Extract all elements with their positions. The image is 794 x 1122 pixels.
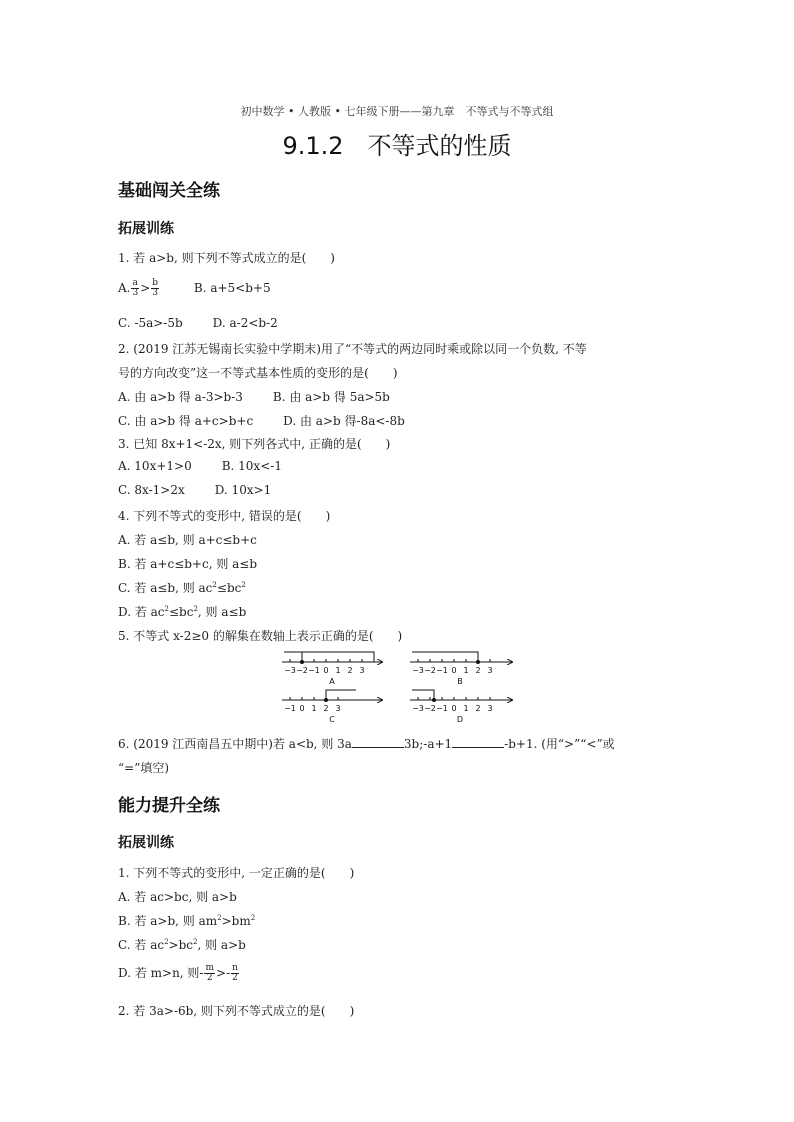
- section-heading-basic: 基础闯关全练: [118, 181, 220, 201]
- tick-label: 0: [323, 666, 329, 675]
- p1-option-c: C. 若 $ac^2>bc^2$, 则 a>b: [118, 938, 246, 952]
- tick-label: −2: [296, 666, 308, 675]
- q1-option-d: D. a-2<b-2: [212, 316, 278, 330]
- tick-label: −2: [424, 666, 436, 675]
- subsection-heading-extension-2: 拓展训练: [118, 835, 174, 851]
- fill-blank-1[interactable]: [352, 737, 404, 748]
- number-line-c: [282, 690, 382, 724]
- tick-label: −1: [284, 704, 296, 713]
- tick-label: −2: [424, 704, 436, 713]
- option-label-d: D: [456, 715, 464, 724]
- q4-stem: 4. 下列不等式的变形中, 错误的是( ): [118, 509, 331, 523]
- p1-option-a: A. 若 ac>bc, 则 a>b: [118, 890, 237, 904]
- tick-label: 3: [335, 704, 341, 713]
- number-line-b: [410, 652, 512, 686]
- q3-options-row1: [118, 459, 282, 473]
- q2-options-row1: [118, 388, 390, 405]
- tick-label: 1: [463, 666, 469, 675]
- q3-option-c: C. 8x-1>2x: [118, 483, 185, 497]
- q5-stem: 5. 不等式 x-2≥0 的解集在数轴上表示正确的是( ): [118, 629, 403, 643]
- tick-label: 2: [323, 704, 329, 713]
- q3-option-d: D. 10x>1: [214, 483, 272, 497]
- p1-option-b: B. 若 a>b, 则 $am^2>bm^2$: [118, 914, 256, 928]
- tick-label: 3: [359, 666, 365, 675]
- tick-label: 3: [487, 666, 493, 675]
- q3-option-b: B. 10x<-1: [221, 459, 282, 473]
- q3-stem: 3. 已知 8x+1<-2x, 则下列各式中, 正确的是( ): [118, 437, 391, 451]
- q3-option-a: A. 10x+1>0: [118, 459, 192, 473]
- tick-label: 1: [463, 704, 469, 713]
- q2-stem-line2: 号的方向改变”这一不等式基本性质的变形的是( ): [118, 366, 398, 380]
- q2-option-c: C. 由 a>b 得 a+c>b+c: [118, 414, 254, 428]
- q1-option-a: A. $\frac{a}{3}$ > $\frac{b}{3}$: [118, 278, 159, 298]
- p2-stem: 2. 若 3a>-6b, 则下列不等式成立的是( ): [118, 1004, 355, 1018]
- tick-label: −3: [412, 704, 424, 713]
- q1-stem: 1. 若 a>b, 则下列不等式成立的是( ): [118, 251, 335, 265]
- q1-option-c: C. -5a>-5b: [118, 316, 183, 330]
- option-label-c: C: [329, 715, 335, 724]
- fraction: $\frac{b}{3}$: [152, 278, 159, 298]
- tick-label: −3: [412, 666, 424, 675]
- q1-option-b: B. a+5<b+5: [193, 281, 271, 295]
- tick-label: 3: [487, 704, 493, 713]
- page-title: 9.1.2 不等式的性质: [282, 132, 512, 160]
- q1-options-row2: [118, 316, 278, 330]
- number-line-figure: [280, 646, 520, 730]
- q6-line2: “=”填空): [118, 761, 170, 775]
- q4-option-d: D. 若 $ac^2\le bc^2$, 则 a≤b: [118, 605, 247, 619]
- tick-label: 2: [475, 704, 481, 713]
- tick-label: −1: [436, 704, 448, 713]
- tick-label: 1: [311, 704, 317, 713]
- q4-option-a: A. 若 a≤b, 则 a+c≤b+c: [118, 533, 257, 547]
- tick-label: −1: [436, 666, 448, 675]
- tick-label: 1: [335, 666, 341, 675]
- section-heading-advanced: 能力提升全练: [118, 796, 220, 816]
- tick-label: 2: [347, 666, 353, 675]
- tick-label: 0: [451, 704, 457, 713]
- tick-label: 2: [475, 666, 481, 675]
- tick-label: 0: [299, 704, 305, 713]
- q4-option-b: B. 若 a+c≤b+c, 则 a≤b: [118, 557, 258, 571]
- subsection-heading-extension-1: 拓展训练: [118, 221, 174, 237]
- tick-label: 0: [451, 666, 457, 675]
- q2-option-d: D. 由 a>b 得-8a<-8b: [283, 414, 405, 428]
- fraction: $\frac{a}{3}$: [132, 278, 139, 298]
- tick-label: −3: [284, 666, 296, 675]
- tick-label: −1: [308, 666, 320, 675]
- q4-option-c: C. 若 a≤b, 则 $ac^2\le bc^2$: [118, 581, 246, 595]
- q2-option-a: A. 由 a>b 得 a-3>b-3: [118, 390, 243, 404]
- option-label-a: A: [329, 677, 335, 686]
- p1-stem: 1. 下列不等式的变形中, 一定正确的是( ): [118, 866, 355, 880]
- q3-options-row2: [118, 483, 271, 497]
- q6-line1: 6. (2019 江西南昌五中期中)若 a<b, 则 3a 3b;-a+1 -b+1. (用“>”“<”或: [118, 737, 615, 751]
- number-line-d: [410, 690, 512, 724]
- q2-options-row2: [118, 412, 405, 429]
- fill-blank-2[interactable]: [452, 737, 504, 748]
- q2-option-b: B. 由 a>b 得 5a>5b: [272, 390, 390, 404]
- fraction: $\frac{m}{2}$: [205, 963, 215, 983]
- q2-stem-line1: 2. (2019 江苏无锡南长实验中学期末)用了“不等式的两边同时乘或除以同一个负数, 不等: [118, 342, 587, 356]
- fraction: $\frac{n}{2}$: [232, 963, 238, 983]
- running-header: 初中数学 • 人教版 • 七年级下册——第九章 不等式与不等式组: [240, 105, 554, 118]
- p1-option-d: D. 若 m>n, 则- $\frac{m}{2}$ >- $\frac{n}{2}$: [118, 963, 238, 983]
- q1-options-row1: [118, 279, 271, 298]
- number-line-a: [282, 652, 382, 686]
- option-label-b: B: [457, 677, 463, 686]
